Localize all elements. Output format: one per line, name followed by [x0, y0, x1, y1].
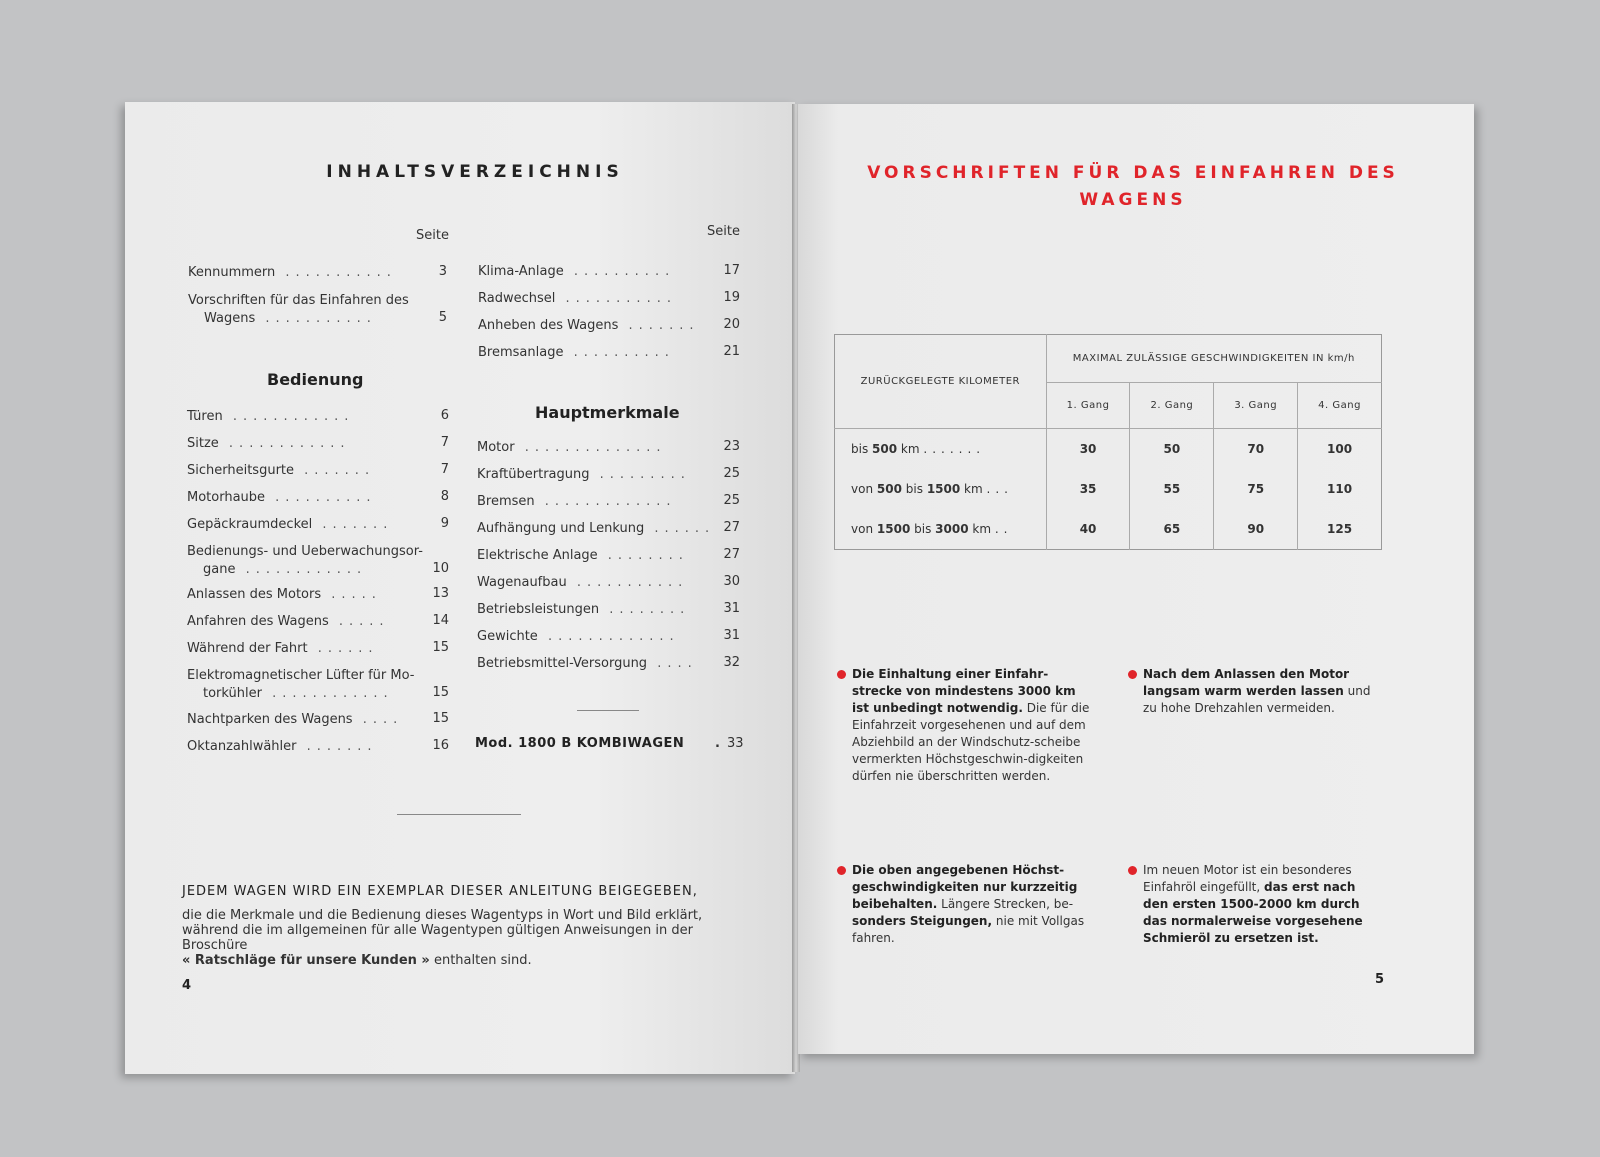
toc-entry-label: Sicherheitsgurte: [187, 463, 295, 478]
toc-entry-page: 15: [432, 685, 449, 700]
bullet-text: Im neuen Motor ist ein besonderes Einfahröl eingefüllt,: [1143, 863, 1352, 894]
speed-value: 75: [1214, 469, 1298, 509]
header-km: ZURÜCKGELEGTE KILOMETER: [835, 335, 1047, 429]
page-number-right: 5: [1375, 972, 1385, 987]
left-page: [125, 102, 795, 1074]
toc-entry-label: Motorhaube: [187, 490, 266, 505]
bullet-bold: Nach dem Anlassen den Motor langsam warm werden lassen: [1143, 667, 1350, 698]
bullet-dot: [837, 866, 846, 875]
note-line: während die im allgemeinen für alle Wagentypen gültigen Anweisungen in der Broschüre: [182, 923, 694, 953]
bullet-text: und zu hohe Drehzahlen vermeiden.: [1143, 684, 1371, 715]
toc-entry-label: Bedienungs- und Ueberwachungsor-: [187, 544, 423, 559]
divider: [577, 710, 639, 711]
row-label: von 500 bis 1500 km ...: [851, 481, 1013, 496]
note-heading: JEDEM WAGEN WIRD EIN EXEMPLAR DIESER ANLEITUNG BEIGEGEBEN,: [182, 884, 698, 899]
toc-entry-label: Anlassen des Motors: [187, 587, 322, 602]
bullet-dot: [1128, 670, 1137, 679]
toc-entry: Gewichte .............: [477, 629, 680, 644]
toc-entry-page: 32: [723, 655, 740, 670]
toc-entry-page: 9: [440, 516, 449, 531]
row-label-part: bis: [851, 441, 869, 456]
bullet-text: Längere Strecken, be-: [941, 897, 1074, 911]
toc-entry-label: Oktanzahlwähler: [187, 739, 297, 754]
speed-value: 35: [1046, 469, 1130, 509]
toc-entry-page: 19: [723, 290, 740, 305]
bullet-text: nie mit Vollgas fahren.: [852, 914, 1085, 945]
page-title: [828, 160, 1438, 214]
toc-entry-page: 7: [440, 435, 449, 450]
kombi-page: 33: [727, 736, 744, 751]
row-label: bis 500 km .......: [851, 441, 986, 456]
row-label-part: 3000: [935, 522, 969, 537]
toc-entry-page: 13: [432, 586, 449, 601]
table-row: [835, 428, 1382, 468]
toc-entry: Elektromagnetischer Lüfter für Mo- torkühler ............: [187, 668, 415, 701]
toc-entry-page: 27: [723, 547, 740, 562]
toc-entry-label: Während der Fahrt: [187, 641, 308, 656]
toc-entry-label: Elektromagnetischer Lüfter für Mo-: [187, 668, 415, 683]
toc-entry-label: Anfahren des Wagens: [187, 614, 329, 629]
row-label-part: von: [851, 522, 874, 537]
divider: [397, 814, 521, 815]
section-heading-bedienung: Bedienung: [267, 370, 364, 389]
bullet-dot: [1128, 866, 1137, 875]
bullet-bold: Die oben angegebenen Höchst-geschwindigkeiten nur kurzzeitig beibehalten.: [852, 863, 1078, 911]
toc-entry-label-cont: torkühler: [203, 686, 262, 701]
toc-entry-label: Radwechsel: [478, 291, 556, 306]
toc-entry: Anlassen des Motors .....: [187, 587, 382, 602]
toc-entry: Wagenaufbau ...........: [477, 575, 689, 590]
title-line: VORSCHRIFTEN FÜR DAS EINFAHREN DES: [867, 163, 1399, 183]
bullet-bold: sonders Steigungen,: [852, 914, 993, 928]
toc-entry-label: Bremsen: [477, 494, 535, 509]
toc-entry-label: Vorschriften für das Einfahren des: [188, 293, 409, 308]
toc-entry-page: 25: [723, 493, 740, 508]
header-speed: MAXIMAL ZULÄSSIGE GESCHWINDIGKEITEN IN km/h: [1046, 335, 1381, 383]
bullet-dot: [837, 670, 846, 679]
row-label-part: 500: [876, 481, 902, 496]
kombi-entry: Mod. 1800 B KOMBIWAGEN: [475, 736, 685, 751]
toc-title: INHALTSVERZEICHNIS: [326, 162, 624, 182]
toc-entry-label: Anheben des Wagens: [478, 318, 619, 333]
row-label-part: bis: [905, 481, 923, 496]
seite-label-col1: Seite: [416, 228, 449, 243]
gear-header: 2. Gang: [1130, 383, 1214, 429]
speed-value: 90: [1214, 509, 1298, 549]
toc-entry: Elektrische Anlage ........: [477, 548, 689, 563]
gear-header: 1. Gang: [1046, 383, 1130, 429]
toc-entry: Aufhängung und Lenkung ......: [477, 521, 716, 536]
toc-entry: Kennummern ...........: [188, 265, 397, 280]
toc-entry-page: 23: [723, 439, 740, 454]
speed-value: 100: [1298, 428, 1382, 468]
note-body: [182, 908, 742, 968]
speed-table: [834, 334, 1382, 550]
toc-entry-label: Bremsanlage: [478, 345, 564, 360]
toc-entry-label: Betriebsmittel-Versorgung: [477, 656, 648, 671]
toc-entry: Vorschriften für das Einfahren des Wagens ...........: [188, 293, 409, 326]
toc-entry: Betriebsmittel-Versorgung ....: [477, 656, 698, 671]
note-bold: « Ratschläge für unsere Kunden »: [182, 953, 430, 968]
toc-entry-page: 30: [723, 574, 740, 589]
toc-entry-label: Kennummern: [188, 265, 276, 280]
toc-entry-label: Klima-Anlage: [478, 264, 564, 279]
toc-entry-page: 31: [723, 601, 740, 616]
toc-entry: Kraftübertragung .........: [477, 467, 691, 482]
toc-entry: Sicherheitsgurte .......: [187, 463, 376, 478]
toc-entry-page: 17: [723, 263, 740, 278]
toc-entry: Betriebsleistungen ........: [477, 602, 691, 617]
row-label-part: 500: [872, 441, 898, 456]
toc-entry-page: 7: [440, 462, 449, 477]
toc-entry-page: 8: [440, 489, 449, 504]
toc-entry: Motor ..............: [477, 440, 667, 455]
row-label-part: von: [851, 481, 874, 496]
toc-entry: Sitze ............: [187, 436, 351, 451]
toc-entry: Radwechsel ...........: [478, 291, 677, 306]
toc-entry-page: 20: [723, 317, 740, 332]
toc-entry: Gepäckraumdeckel .......: [187, 517, 394, 532]
speed-value: 110: [1298, 469, 1382, 509]
toc-entry-label: Betriebsleistungen: [477, 602, 600, 617]
table-row: [835, 469, 1382, 509]
toc-entry-label: Kraftübertragung: [477, 467, 590, 482]
toc-entry: Anheben des Wagens .......: [478, 318, 700, 333]
title-line: WAGENS: [1079, 190, 1187, 210]
toc-entry-label: Gewichte: [477, 629, 538, 644]
toc-entry: Nachtparken des Wagens ....: [187, 712, 404, 727]
seite-label-col2: Seite: [707, 224, 740, 239]
toc-entry-page: 15: [432, 711, 449, 726]
bullet-text: Die für die Einfahrzeit vorgesehenen und auf dem Abziehbild an der Windschutz-scheibe vermerkten Höchstgeschwin-digkeiten dürfen nie überschritten werden.: [852, 701, 1090, 783]
row-label-part: bis: [914, 522, 932, 537]
toc-entry-page: 3: [438, 264, 447, 279]
toc-entry: Türen ............: [187, 409, 355, 424]
toc-entry: Klima-Anlage ..........: [478, 264, 676, 279]
toc-entry: Anfahren des Wagens .....: [187, 614, 390, 629]
bullet-4: [1143, 862, 1383, 947]
bullet-1: [852, 666, 1092, 785]
row-label-part: 1500: [876, 522, 911, 537]
speed-value: 65: [1130, 509, 1214, 549]
toc-entry-label-cont: Wagens: [204, 311, 256, 326]
gear-header: 3. Gang: [1214, 383, 1298, 429]
toc-entry-label: Elektrische Anlage: [477, 548, 598, 563]
toc-entry-page: 25: [723, 466, 740, 481]
toc-entry-page: 10: [432, 561, 449, 576]
right-page: [798, 104, 1474, 1054]
row-label-part: km: [964, 481, 983, 496]
kombi-dot: .: [715, 736, 720, 751]
toc-entry: Bremsanlage ..........: [478, 345, 675, 360]
toc-entry-page: 15: [432, 640, 449, 655]
speed-value: 30: [1046, 428, 1130, 468]
table-row: [835, 509, 1382, 549]
toc-entry-page: 5: [438, 310, 447, 325]
toc-entry: Oktanzahlwähler .......: [187, 739, 378, 754]
toc-entry-page: 14: [432, 613, 449, 628]
row-label-part: km: [900, 441, 920, 456]
bullet-bold: das erst nach den ersten 1500-2000 km durch das normalerweise vorgesehene Schmieröl zu ersetzen ist.: [1143, 880, 1363, 945]
section-heading-hauptmerkmale: Hauptmerkmale: [535, 403, 680, 422]
note-line: [182, 953, 742, 968]
bullet-2: [1143, 666, 1383, 717]
row-label: von 1500 bis 3000 km ..: [851, 522, 1013, 537]
toc-entry-label: Gepäckraumdeckel: [187, 517, 313, 532]
toc-entry-label: Türen: [187, 409, 223, 424]
speed-value: 55: [1130, 469, 1214, 509]
bullet-bold: Die Einhaltung einer Einfahr-strecke von mindestens 3000 km ist unbedingt notwendig.: [852, 667, 1076, 715]
toc-entry-page: 27: [723, 520, 740, 535]
row-label-part: 1500: [926, 481, 961, 496]
toc-entry: Bedienungs- und Ueberwachungsor- gane ............: [187, 544, 423, 577]
toc-entry-label: Aufhängung und Lenkung: [477, 521, 645, 536]
toc-entry-label: Motor: [477, 440, 515, 455]
toc-entry-page: 31: [723, 628, 740, 643]
toc-entry-label-cont: gane: [203, 562, 236, 577]
note-end: enthalten sind.: [433, 953, 532, 968]
page-number-left: 4: [182, 978, 192, 993]
speed-value: 70: [1214, 428, 1298, 468]
bullet-3: [852, 862, 1092, 947]
row-label-part: km: [972, 522, 992, 537]
toc-entry-page: 21: [723, 344, 740, 359]
toc-entry-page: 6: [440, 408, 449, 423]
toc-entry: Während der Fahrt ......: [187, 641, 379, 656]
toc-entry-label: Wagenaufbau: [477, 575, 567, 590]
toc-entry-page: 16: [432, 738, 449, 753]
speed-value: 125: [1298, 509, 1382, 549]
gear-header: 4. Gang: [1298, 383, 1382, 429]
toc-entry-label: Nachtparken des Wagens: [187, 712, 353, 727]
toc-entry: Motorhaube ..........: [187, 490, 377, 505]
speed-value: 40: [1046, 509, 1130, 549]
toc-entry: Bremsen .............: [477, 494, 677, 509]
toc-entry-label: Sitze: [187, 436, 219, 451]
speed-value: 50: [1130, 428, 1214, 468]
note-line: die die Merkmale und die Bedienung dieses Wagentyps in Wort und Bild erklärt,: [182, 908, 703, 923]
